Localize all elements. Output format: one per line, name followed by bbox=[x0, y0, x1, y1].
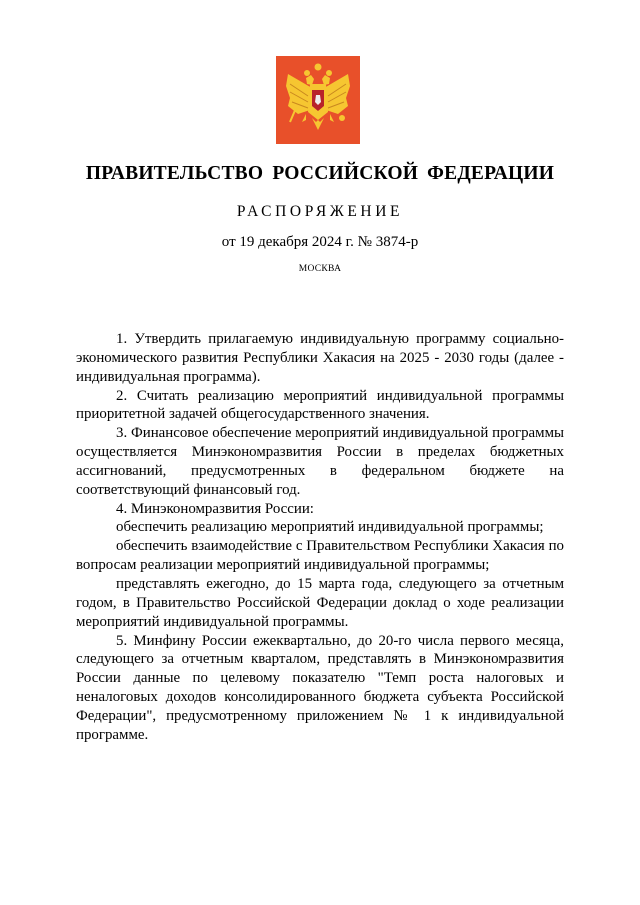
paragraph-4: 4. Минэкономразвития России: bbox=[116, 500, 314, 517]
paragraph-4-item-2: обеспечить взаимодействие с Правительством Республики Хакасия по вопросам реализации мероприятий индивидуальной программы; bbox=[76, 538, 564, 574]
paragraph-4-item-3: представлять ежегодно, до 15 марта года, следующего за отчетным годом, в Правительство Российской Федерации доклад о ходе реализации мероприятий индивидуальной программы. bbox=[76, 575, 564, 630]
paragraph-4-item-1: обеспечить реализацию мероприятий индивидуальной программы; bbox=[116, 519, 544, 536]
paragraph-1: 1. Утвердить прилагаемую индивидуальную программу социально-экономического развития Республики Хакасия на 2025 - 2030 годы (далее - индивидуальная программа). bbox=[76, 331, 564, 385]
government-title: ПРАВИТЕЛЬСТВО РОССИЙСКОЙ ФЕДЕРАЦИИ bbox=[85, 163, 555, 184]
document-city: МОСКВА bbox=[298, 264, 342, 274]
paragraph-3: 3. Финансовое обеспечение мероприятий индивидуальной программы осуществляется Минэкономразвития России в пределах бюджетных ассигнований, предусмотренных в федеральном бюджете на соответствующий финансовый год. bbox=[76, 425, 564, 498]
document-date-number: от 19 декабря 2024 г. № 3874-р bbox=[221, 234, 419, 250]
document-type: РАСПОРЯЖЕНИЕ bbox=[236, 203, 404, 220]
russian-coat-of-arms-icon bbox=[276, 56, 360, 144]
paragraph-2: 2. Считать реализацию мероприятий индивидуальной программы приоритетной задачей общегосударственного значения. bbox=[76, 387, 564, 423]
coat-of-arms-emblem bbox=[276, 56, 360, 144]
paragraph-5: 5. Минфину России ежеквартально, до 20-го числа первого месяца, следующего за отчетным кварталом, представлять в Минэкономразвития России данные по целевому показателю "Темп роста налоговых и неналоговых доходов консолидированного бюджета субъекта Российской Федерации", предусмотренному приложением № 1 к индивидуальной программе. bbox=[76, 632, 564, 743]
document-body bbox=[76, 330, 564, 745]
